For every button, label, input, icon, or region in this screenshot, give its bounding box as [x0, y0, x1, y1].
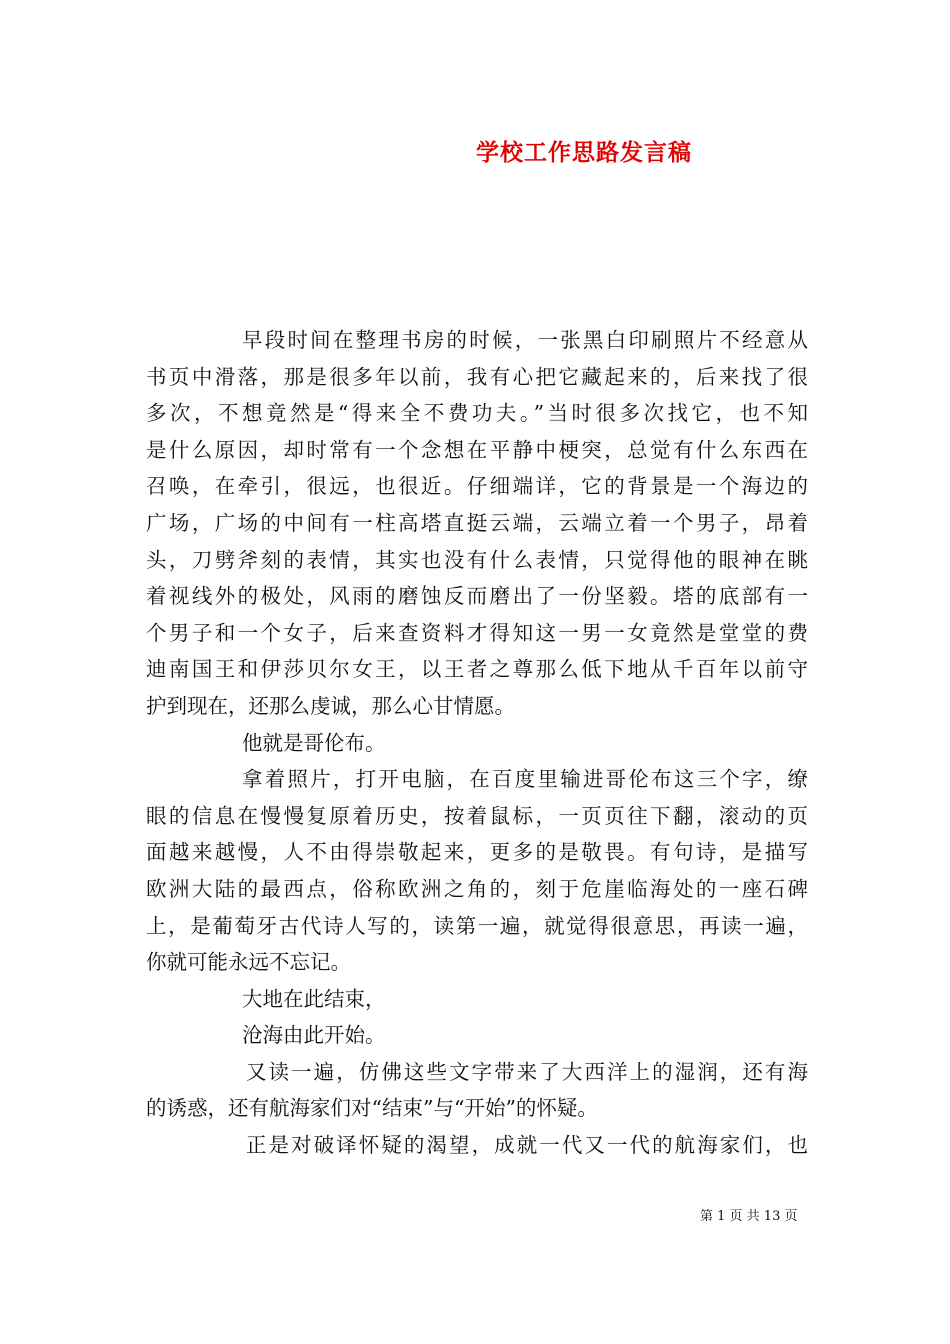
- text-line: 广场，广场的中间有一柱高塔直挺云端，云端立着一个男子，昂着: [146, 510, 808, 535]
- text-line: 书页中滑落，那是很多年以前，我有心把它藏起来的，后来找了很: [146, 364, 808, 389]
- text-line: 又读一遍，仿佛这些文字带来了大西洋上的湿润，还有海: [246, 1059, 808, 1084]
- text-line: 是什么原因，却时常有一个念想在平静中梗突，总觉有什么东西在: [146, 437, 808, 462]
- text-line: 上，是葡萄牙古代诗人写的，读第一遍，就觉得很意思，再读一遍，: [146, 913, 808, 938]
- text-line: 个男子和一个女子，后来查资料才得知这一男一女竟然是堂堂的费: [146, 620, 808, 645]
- text-line: 早段时间在整理书房的时候，一张黑白印刷照片不经意从: [242, 328, 808, 352]
- text-line: 大地在此结束，: [242, 986, 386, 1011]
- document-body: [146, 322, 808, 1164]
- text-line: 你就可能永远不忘记。: [146, 950, 351, 975]
- text-line: 召唤，在牵引，很远，也很近。仔细端详，它的背景是一个海边的: [146, 474, 808, 499]
- page-number-footer: 第 1 页 共 13 页: [700, 1209, 798, 1224]
- text-line: 多次，不想竟然是“得来全不费功夫。”当时很多次找它，也不知: [146, 401, 808, 426]
- text-line: 正是对破译怀疑的渴望，成就一代又一代的航海家们，也: [246, 1133, 808, 1158]
- text-line: 欧洲大陆的最西点，俗称欧洲之角的，刻于危崖临海处的一座石碑: [146, 876, 808, 901]
- text-line: 的诱惑，还有航海家们对“结束”与“开始”的怀疑。: [146, 1096, 598, 1121]
- text-line: 头，刀劈斧刻的表情，其实也没有什么表情，只觉得他的眼神在眺: [146, 547, 808, 572]
- document-title: 学校工作思路发言稿: [476, 139, 692, 166]
- text-line: 他就是哥伦布。: [242, 730, 386, 755]
- text-line: 拿着照片，打开电脑，在百度里输进哥伦布这三个字，缭: [242, 767, 808, 792]
- text-line: 沧海由此开始。: [242, 1023, 386, 1048]
- text-line: 着视线外的极处，风雨的磨蚀反而磨出了一份坚毅。塔的底部有一: [146, 584, 808, 609]
- text-line: 面越来越慢，人不由得崇敬起来，更多的是敬畏。有句诗，是描写: [146, 840, 808, 865]
- text-line: 眼的信息在慢慢复原着历史，按着鼠标，一页页往下翻，滚动的页: [146, 803, 808, 828]
- text-line: 迪南国王和伊莎贝尔女王，以王者之尊那么低下地从千百年以前守: [146, 657, 808, 682]
- text-line: 护到现在，还那么虔诚，那么心甘情愿。: [146, 693, 515, 718]
